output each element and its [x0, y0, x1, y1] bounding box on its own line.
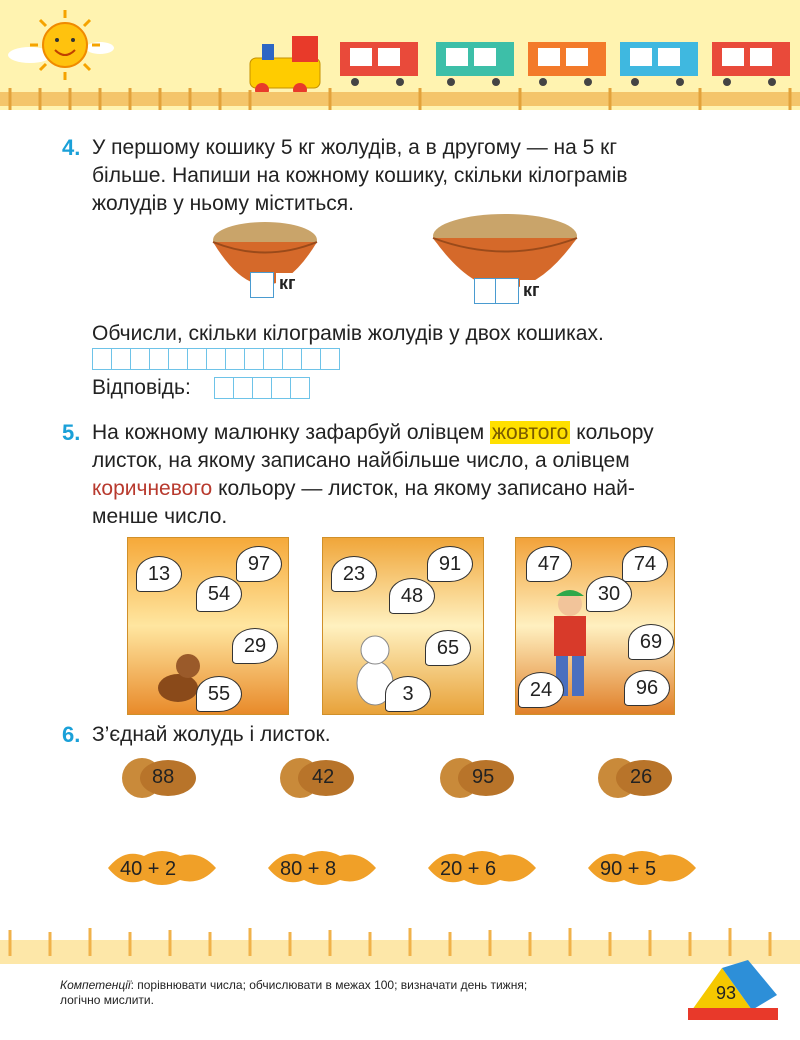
leaf-number[interactable]: 91	[427, 546, 473, 582]
leaf-number[interactable]: 97	[236, 546, 282, 582]
leaf-number[interactable]: 48	[389, 578, 435, 614]
train-car-icon	[436, 42, 514, 86]
train-car-icon	[620, 42, 698, 86]
leaf-number[interactable]: 54	[196, 576, 242, 612]
leaf-number[interactable]: 24	[518, 672, 564, 708]
autumn-picture-dog	[127, 537, 289, 715]
task-4-number: 4.	[62, 135, 81, 160]
oak-leaf[interactable]	[264, 846, 380, 890]
acorn[interactable]	[120, 755, 200, 801]
header-illustration	[0, 0, 800, 120]
page-number: 93	[716, 983, 737, 1003]
acorn-number: 26	[630, 766, 653, 788]
oak-leaf-expression: 20 + 6	[440, 858, 497, 880]
basket-2-answer-box-ones[interactable]	[495, 278, 519, 304]
answer-boxes[interactable]	[214, 377, 309, 399]
oak-leaf-expression: 40 + 2	[120, 858, 177, 880]
leaf-number[interactable]: 74	[622, 546, 668, 582]
train-car-icon	[340, 42, 418, 86]
footer-grass	[0, 920, 800, 964]
train-car-icon	[712, 42, 790, 86]
oak-leaf-expression: 90 + 5	[600, 858, 657, 880]
acorn[interactable]	[596, 755, 676, 801]
acorn[interactable]	[438, 755, 518, 801]
task-6-number: 6.	[62, 722, 81, 747]
yellow-word: жовтого	[491, 421, 569, 444]
leaf-number[interactable]: 3	[385, 676, 431, 712]
acorn-number: 88	[152, 766, 175, 788]
leaf-number[interactable]: 13	[136, 556, 182, 592]
task-6-text: З’єднай жолудь і листок.	[92, 723, 331, 746]
oak-leaf[interactable]	[584, 846, 700, 890]
answer-label: Відповідь:	[92, 376, 191, 399]
basket-1-answer-box[interactable]	[250, 272, 274, 298]
oak-leaf[interactable]	[104, 846, 220, 890]
basket-2-kg-label: кг	[520, 280, 543, 301]
leaf-number[interactable]: 96	[624, 670, 670, 706]
acorn[interactable]	[278, 755, 358, 801]
oak-leaf[interactable]	[424, 846, 540, 890]
basket-1-kg-label: кг	[276, 273, 299, 294]
brown-word: коричневого	[92, 477, 213, 500]
train-engine-icon	[250, 36, 320, 97]
task-4-text: У першому кошику 5 кг жолудів, а в другому — на 5 кг більше. Напиши на кожному кошику, скільки кілограмів жолудів у ньому міститься.	[92, 136, 628, 215]
oak-leaf-expression: 80 + 8	[280, 858, 337, 880]
leaf-number[interactable]: 23	[331, 556, 377, 592]
task-4-compute-text: Обчисли, скільки кілограмів жолудів у двох кошиках.	[92, 322, 604, 345]
acorn-number: 42	[312, 766, 335, 788]
leaf-number[interactable]: 47	[526, 546, 572, 582]
compute-answer-boxes[interactable]	[92, 348, 339, 370]
train-car-icon	[528, 42, 606, 86]
competence-note: Компетенції: порівнювати числа; обчислювати в межах 100; визначати день тижня; логічно мислити.	[60, 978, 528, 1007]
leaf-number[interactable]: 65	[425, 630, 471, 666]
acorn-number: 95	[472, 766, 495, 788]
task-5-text: На кожному малюнку зафарбуй олівцем жовтого кольору листок, на якому записано найбільше число, а олівцем коричневого кольору — листок, на якому записано най- менше число.	[92, 421, 654, 528]
autumn-picture-cat	[322, 537, 484, 715]
leaf-number[interactable]: 55	[196, 676, 242, 712]
task-5-number: 5.	[62, 420, 81, 445]
leaf-number[interactable]: 30	[586, 576, 632, 612]
leaf-number[interactable]: 29	[232, 628, 278, 664]
leaf-number[interactable]: 69	[628, 624, 674, 660]
autumn-picture-boy	[515, 537, 675, 715]
